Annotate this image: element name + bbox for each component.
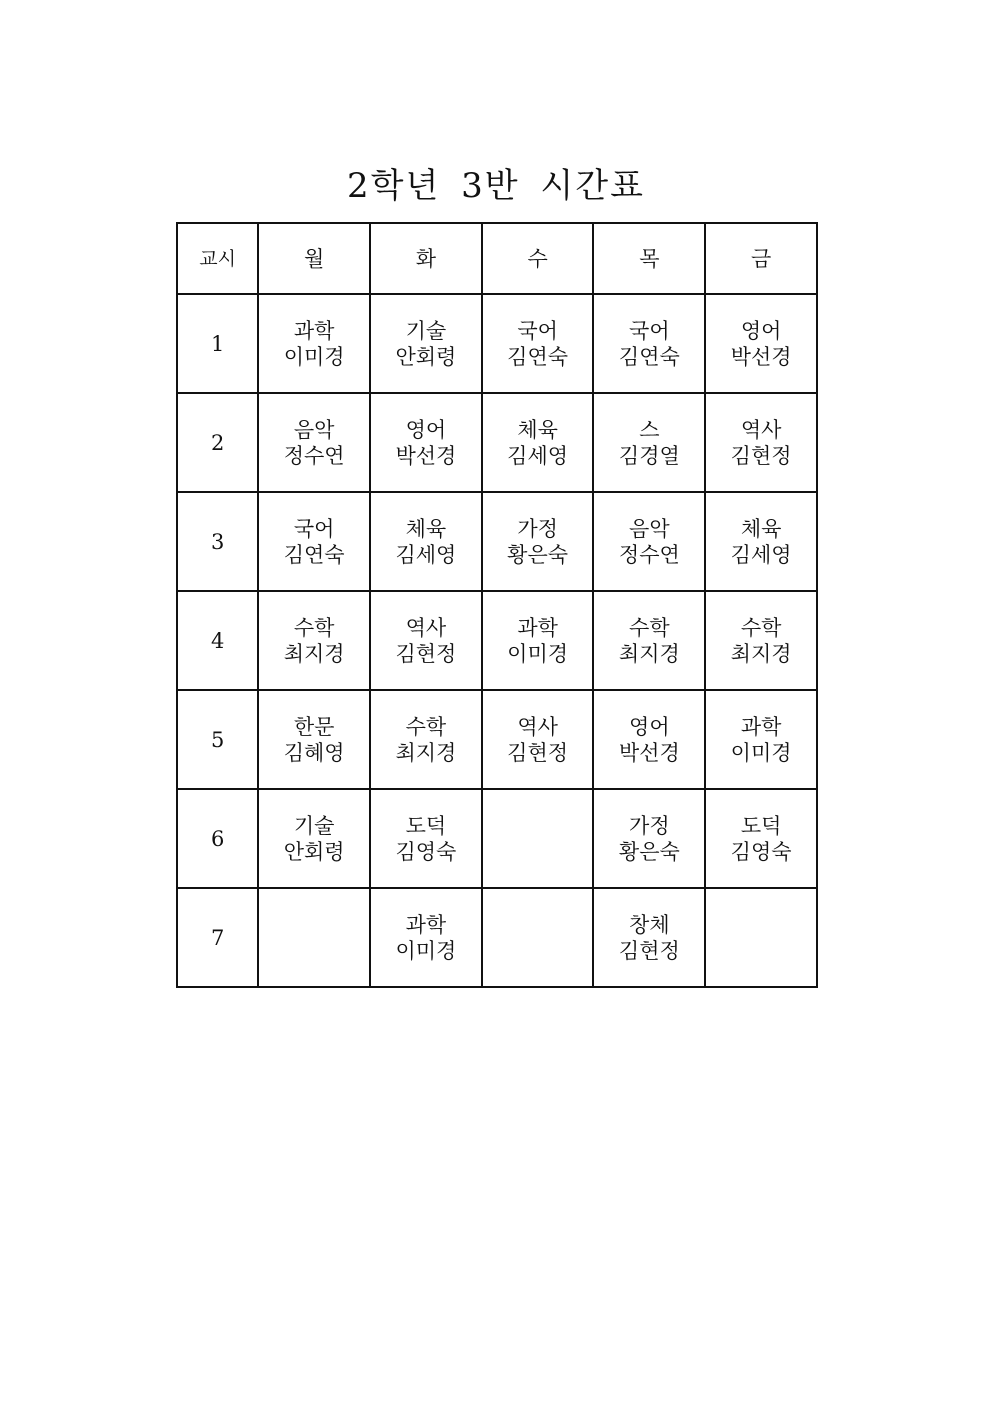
- table-row: [177, 591, 817, 690]
- subject-label: 도덕: [740, 813, 782, 838]
- teacher-label: 김영숙: [395, 839, 457, 864]
- class-cell-tue: [370, 888, 482, 987]
- teacher-label: 김연숙: [283, 542, 345, 567]
- teacher-label: 이미경: [283, 344, 345, 369]
- teacher-label: 김현정: [618, 938, 680, 963]
- subject-label: 창체: [629, 912, 670, 937]
- header-mon: 월: [258, 223, 370, 294]
- class-cell-mon: [258, 789, 370, 888]
- period-number: 5: [177, 690, 258, 789]
- table-row: [177, 294, 817, 393]
- teacher-label: 안회령: [395, 344, 457, 369]
- class-cell-fri: [705, 591, 817, 690]
- teacher-label: 박선경: [730, 344, 792, 369]
- teacher-label: 박선경: [618, 740, 680, 765]
- teacher-label: 김연숙: [618, 344, 680, 369]
- subject-label: 도덕: [405, 813, 447, 838]
- teacher-label: 김현정: [730, 443, 792, 468]
- class-cell-tue: [370, 789, 482, 888]
- teacher-label: 김연숙: [507, 344, 569, 369]
- subject-label: 음악: [293, 417, 335, 442]
- class-cell-tue: [370, 492, 482, 591]
- period-number: 7: [177, 888, 258, 987]
- subject-label: 과학: [293, 318, 335, 343]
- class-cell-fri: [705, 888, 817, 987]
- subject-label: 영어: [740, 318, 782, 343]
- table-row: [177, 492, 817, 591]
- class-cell-fri: [705, 393, 817, 492]
- subject-label: 역사: [517, 714, 558, 739]
- class-cell-mon: [258, 690, 370, 789]
- class-cell-tue: [370, 690, 482, 789]
- class-cell-tue: [370, 393, 482, 492]
- class-cell-wed: [482, 294, 594, 393]
- subject-label: 과학: [517, 615, 558, 640]
- class-cell-wed: [482, 690, 594, 789]
- header-period: 교시: [177, 223, 258, 294]
- teacher-label: 황은숙: [507, 542, 569, 567]
- teacher-label: 이미경: [730, 740, 792, 765]
- class-cell-wed: [482, 492, 594, 591]
- class-cell-thu: [593, 690, 705, 789]
- teacher-label: 정수연: [283, 443, 345, 468]
- period-number: 6: [177, 789, 258, 888]
- subject-label: 국어: [629, 318, 670, 343]
- subject-label: 가정: [517, 516, 558, 541]
- teacher-label: 김현정: [507, 740, 569, 765]
- teacher-label: 김세영: [507, 443, 569, 468]
- teacher-label: 정수연: [618, 542, 680, 567]
- teacher-label: 최지경: [618, 641, 680, 666]
- subject-label: 수학: [293, 615, 335, 640]
- subject-label: 과학: [740, 714, 782, 739]
- class-cell-tue: [370, 591, 482, 690]
- period-number: 3: [177, 492, 258, 591]
- subject-label: 수학: [405, 714, 447, 739]
- class-cell-wed: [482, 789, 594, 888]
- subject-label: 수학: [740, 615, 782, 640]
- teacher-label: 김현정: [395, 641, 457, 666]
- subject-label: 스: [639, 417, 660, 442]
- timetable: [176, 222, 818, 988]
- teacher-label: 김세영: [395, 542, 457, 567]
- subject-label: 한문: [293, 714, 335, 739]
- teacher-label: 김혜영: [283, 740, 345, 765]
- subject-label: 기술: [405, 318, 447, 343]
- teacher-label: 김영숙: [730, 839, 792, 864]
- class-cell-fri: [705, 294, 817, 393]
- subject-label: 수학: [629, 615, 670, 640]
- table-row: [177, 690, 817, 789]
- class-cell-thu: [593, 492, 705, 591]
- teacher-label: 안회령: [283, 839, 345, 864]
- class-cell-mon: [258, 888, 370, 987]
- table-row: [177, 789, 817, 888]
- teacher-label: 이미경: [395, 938, 457, 963]
- period-number: 4: [177, 591, 258, 690]
- teacher-label: 이미경: [507, 641, 569, 666]
- page-title: 2학년 3반 시간표: [347, 166, 645, 206]
- header-thu: 목: [593, 223, 705, 294]
- teacher-label: 최지경: [730, 641, 792, 666]
- header-fri: 금: [705, 223, 817, 294]
- teacher-label: 최지경: [283, 641, 345, 666]
- subject-label: 가정: [629, 813, 670, 838]
- class-cell-wed: [482, 888, 594, 987]
- subject-label: 국어: [517, 318, 558, 343]
- class-cell-thu: [593, 393, 705, 492]
- class-cell-mon: [258, 294, 370, 393]
- class-cell-thu: [593, 789, 705, 888]
- teacher-label: 최지경: [395, 740, 457, 765]
- class-cell-mon: [258, 591, 370, 690]
- subject-label: 음악: [629, 516, 670, 541]
- table-row: [177, 888, 817, 987]
- class-cell-wed: [482, 393, 594, 492]
- class-cell-mon: [258, 492, 370, 591]
- class-cell-thu: [593, 888, 705, 987]
- subject-label: 국어: [293, 516, 335, 541]
- teacher-label: 김경열: [618, 443, 680, 468]
- class-cell-thu: [593, 294, 705, 393]
- class-cell-thu: [593, 591, 705, 690]
- header-row: [177, 223, 817, 294]
- subject-label: 체육: [405, 516, 447, 541]
- subject-label: 체육: [740, 516, 782, 541]
- class-cell-tue: [370, 294, 482, 393]
- period-number: 1: [177, 294, 258, 393]
- period-number: 2: [177, 393, 258, 492]
- teacher-label: 김세영: [730, 542, 792, 567]
- class-cell-mon: [258, 393, 370, 492]
- class-cell-fri: [705, 690, 817, 789]
- table-row: [177, 393, 817, 492]
- subject-label: 영어: [405, 417, 447, 442]
- teacher-label: 황은숙: [618, 839, 680, 864]
- header-wed: 수: [482, 223, 594, 294]
- class-cell-wed: [482, 591, 594, 690]
- subject-label: 과학: [405, 912, 447, 937]
- header-tue: 화: [370, 223, 482, 294]
- subject-label: 역사: [740, 417, 782, 442]
- subject-label: 역사: [405, 615, 447, 640]
- subject-label: 기술: [293, 813, 335, 838]
- subject-label: 체육: [517, 417, 558, 442]
- subject-label: 영어: [629, 714, 670, 739]
- class-cell-fri: [705, 789, 817, 888]
- class-cell-fri: [705, 492, 817, 591]
- teacher-label: 박선경: [395, 443, 457, 468]
